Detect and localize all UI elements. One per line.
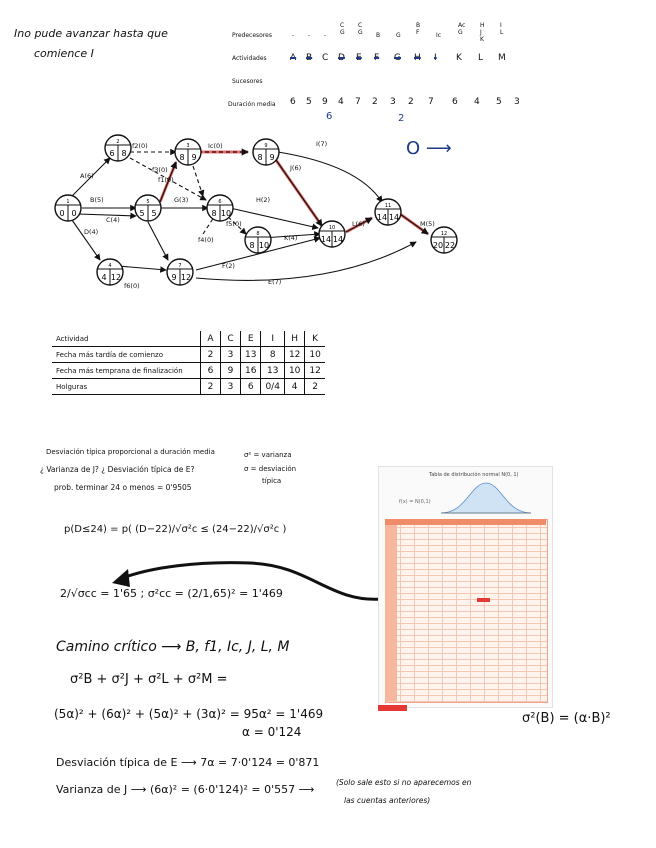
edge-I	[278, 152, 382, 202]
duration-2: 9	[322, 97, 328, 107]
activity-I: I	[434, 53, 437, 63]
activity-D: D	[338, 53, 345, 63]
node-late-time: 8	[121, 149, 127, 158]
duration-12: 3	[514, 97, 520, 107]
label-actividades: Actividades	[232, 55, 267, 62]
node-late-time: 14	[388, 213, 400, 222]
edge-label-A6: A(6)	[80, 172, 94, 180]
activity-E: E	[356, 53, 362, 63]
table-cell: 2	[305, 379, 325, 395]
predecessor-11: I L	[500, 22, 504, 36]
label-duracion: Duración media	[228, 101, 276, 108]
duration-11: 5	[496, 97, 502, 107]
node-early-time: 0	[59, 209, 65, 218]
node-id: 9	[264, 143, 268, 149]
edge-label-B5: B(5)	[90, 196, 104, 204]
table-cell: 13	[261, 363, 284, 379]
table-cell: 4	[284, 379, 304, 395]
table-cell: 13	[241, 347, 261, 363]
activity-table-header-row	[52, 331, 325, 347]
header-C: C	[221, 331, 241, 347]
highlighted-cell	[477, 598, 490, 602]
snapshot-footer-bar	[378, 705, 407, 711]
project-network-diagram	[48, 130, 478, 300]
node-late-time: 22	[444, 241, 456, 250]
aside-note-2: las cuentas anteriores)	[344, 796, 431, 805]
note-desviacion: Desviación típica proporcional a duración media	[46, 448, 215, 456]
aside-note-1: (Solo sale esto si no aparecemos en	[336, 778, 472, 787]
edge-label-J6: J(6)	[290, 164, 302, 172]
node-early-time: 14	[376, 213, 388, 222]
node-late-time: 5	[151, 209, 157, 218]
legend-tipica: típica	[262, 477, 282, 485]
node-9	[253, 139, 279, 165]
activity-K: K	[456, 53, 462, 63]
predecessor-1: -	[308, 32, 311, 39]
node-id: 11	[384, 203, 392, 209]
activity-L: L	[478, 53, 484, 63]
node-early-time: 9	[171, 273, 177, 282]
formula-variance: 2/√σcc = 1'65 ; σ²cc = (2/1,65)² = 1'469	[60, 587, 283, 600]
row-label: Holguras	[52, 379, 201, 395]
node-early-time: 20	[432, 241, 444, 250]
snapshot-equation: f(x) = N(0,1)	[399, 499, 431, 505]
node-1	[55, 195, 81, 221]
edge-label-I7: I(7)	[316, 140, 328, 148]
node-id: 5	[146, 199, 150, 205]
snapshot-caption: Tabla de distribución normal N(0, 1)	[429, 472, 519, 478]
edge-label-D4: D(4)	[84, 228, 99, 236]
equation-alpha: α = 0'124	[242, 725, 302, 739]
header-A: A	[201, 331, 221, 347]
node-late-time: 14	[332, 235, 344, 244]
formula-probability: p(D≤24) = p( (D−22)/√σ²c ≤ (24−22)/√σ²c )	[64, 524, 287, 535]
activity-F: F	[374, 53, 380, 63]
edge-label-H2: H(2)	[256, 196, 271, 204]
table-first-column	[385, 519, 397, 701]
node-id: 1	[66, 199, 70, 205]
activity-B: B	[306, 53, 313, 63]
table-cell: 2	[201, 347, 221, 363]
sd-of-E: Desviación típica de E ⟶ 7α = 7·0'124 = 0'871	[56, 756, 320, 769]
table-cell: 0/4	[261, 379, 284, 395]
node-id: 4	[108, 263, 112, 269]
duration-9: 6	[452, 97, 458, 107]
edge-label-f30: f3(0)	[152, 166, 168, 174]
node-10	[319, 221, 345, 247]
header-I: I	[261, 331, 284, 347]
table-cell: 10	[305, 347, 325, 363]
node-early-time: 14	[320, 235, 332, 244]
activity-schedule-table	[52, 331, 325, 395]
activity-C: C	[322, 53, 329, 63]
node-late-time: 12	[110, 273, 122, 282]
node-4	[97, 259, 123, 285]
node-id: 8	[256, 231, 260, 237]
node-late-time: 9	[191, 153, 197, 162]
critical-path-note: Camino crítico ⟶ B, f1, Ic, J, L, M	[56, 639, 290, 655]
node-3	[175, 139, 201, 165]
activity-A: A	[290, 53, 297, 63]
node-late-time: 10	[258, 241, 270, 250]
header-E: E	[241, 331, 261, 347]
activity-M: M	[498, 53, 506, 63]
activity-G: G	[394, 53, 401, 63]
header-actividad: Actividad	[52, 331, 201, 347]
table-grid	[385, 519, 548, 703]
predecessor-2: -	[324, 32, 327, 39]
node-early-time: 6	[109, 149, 115, 158]
predecessor-8: Ic	[436, 32, 442, 39]
legend-varianza: σ² = varianza	[244, 451, 292, 459]
header-K: K	[305, 331, 325, 347]
edge-label-L6: L(6)	[352, 220, 365, 228]
node-id: 7	[178, 263, 182, 269]
table-cell: 2	[201, 379, 221, 395]
node-7	[167, 259, 193, 285]
table-cell: 12	[284, 347, 304, 363]
duration-4: 7	[355, 97, 361, 107]
edge-label-f10: f1(0)	[158, 176, 174, 184]
label-predecesores: Predecesores	[232, 32, 272, 39]
table-row	[52, 347, 325, 363]
node-8	[245, 227, 271, 253]
duration-7: 2	[408, 97, 414, 107]
predecessor-6: G	[396, 32, 401, 39]
node-late-time: 10	[220, 209, 232, 218]
edge-D2	[118, 266, 166, 270]
node-5	[135, 195, 161, 221]
edge-label-f20: f2(0)	[132, 142, 148, 150]
edge-label-C4: C(4)	[106, 216, 120, 224]
row-label: Fecha más temprana de finalización	[52, 363, 201, 379]
node-early-time: 8	[249, 241, 255, 250]
edge-label-Ic0: Ic(0)	[208, 142, 223, 150]
edge-label-G3: G(3)	[174, 196, 189, 204]
header-H: H	[284, 331, 304, 347]
table-cell: 8	[261, 347, 284, 363]
duration-8: 7	[428, 97, 434, 107]
predecessor-7: B F	[416, 22, 421, 36]
activity-H: H	[414, 53, 421, 63]
correction-2: 2	[398, 113, 405, 124]
note-probability: prob. terminar 24 o menos = 0'9505	[54, 483, 192, 492]
intro-line-1: Ino pude avanzar hasta que	[14, 27, 168, 40]
node-id: 3	[186, 143, 190, 149]
table-row	[52, 379, 325, 395]
duration-5: 2	[372, 97, 378, 107]
node-early-time: 8	[211, 209, 217, 218]
label-sucesores: Sucesores	[232, 78, 263, 85]
node-early-time: 8	[257, 153, 263, 162]
table-cell: 6	[201, 363, 221, 379]
node-6	[207, 195, 233, 221]
node-id: 2	[116, 139, 120, 145]
predecessor-0: -	[292, 32, 295, 39]
edge-D	[72, 220, 100, 260]
node-early-time: 5	[139, 209, 145, 218]
predecessor-10: H J K	[480, 22, 485, 43]
table-cell: 16	[241, 363, 261, 379]
duration-10: 4	[474, 97, 480, 107]
duration-1: 5	[306, 97, 312, 107]
edge-label-f50: f5(0)	[226, 220, 242, 228]
table-cell: 9	[221, 363, 241, 379]
node-early-time: 4	[101, 273, 107, 282]
node-2	[105, 135, 131, 161]
edge-label-f60: f6(0)	[124, 282, 140, 290]
edge-C2	[148, 222, 168, 260]
predecessor-3: C G	[340, 22, 345, 36]
edge-f6	[193, 166, 203, 196]
table-header	[385, 519, 546, 525]
table-cell: 3	[221, 347, 241, 363]
intro-line-2: comience I	[34, 47, 94, 60]
node-id: 6	[218, 199, 222, 205]
node-id: 12	[440, 231, 448, 237]
predecessor-4: C G	[358, 22, 363, 36]
edge-label-f40: f4(0)	[198, 236, 214, 244]
network-nodes	[55, 135, 457, 285]
duration-3: 4	[338, 97, 344, 107]
node-id: 10	[328, 225, 336, 231]
duration-6: 3	[390, 97, 396, 107]
node-11	[375, 199, 401, 225]
normal-table-snapshot	[378, 466, 553, 708]
table-row	[52, 363, 325, 379]
note-questions: ¿ Varianza de J? ¿ Desviación típica de E?	[40, 465, 195, 474]
node-late-time: 12	[180, 273, 192, 282]
variance-of-J: Varianza de J ⟶ (6α)² = (6·0'124)² = 0'557 ⟶	[56, 783, 315, 796]
edge-label-K4: K(4)	[284, 234, 298, 242]
arrow-note: O ⟶	[406, 138, 452, 159]
duration-0: 6	[290, 97, 296, 107]
table-cell: 12	[305, 363, 325, 379]
variance-sum: σ²B + σ²J + σ²L + σ²M =	[70, 672, 228, 687]
edge-label-E7: E(7)	[268, 278, 282, 286]
node-early-time: 8	[179, 153, 185, 162]
predecessor-9: Ac G	[458, 22, 466, 36]
row-label: Fecha más tardía de comienzo	[52, 347, 201, 363]
node-late-time: 9	[269, 153, 275, 162]
correction-6: 6	[326, 111, 333, 122]
side-formula: σ²(B) = (α·B)²	[522, 711, 611, 726]
equation-alpha-squared: (5α)² + (6α)² + (5α)² + (3α)² = 95α² = 1'469	[54, 707, 324, 721]
node-late-time: 0	[71, 209, 77, 218]
table-cell: 6	[241, 379, 261, 395]
table-cell: 3	[221, 379, 241, 395]
edge-H	[230, 208, 318, 228]
node-12	[431, 227, 457, 253]
edge-label-F2: F(2)	[222, 262, 235, 270]
edge-label-M5: M(5)	[420, 220, 435, 228]
table-cell: 10	[284, 363, 304, 379]
bell-curve-icon	[441, 479, 531, 517]
legend-desviacion: σ = desviación	[244, 465, 297, 473]
predecessor-5: B	[376, 32, 381, 39]
